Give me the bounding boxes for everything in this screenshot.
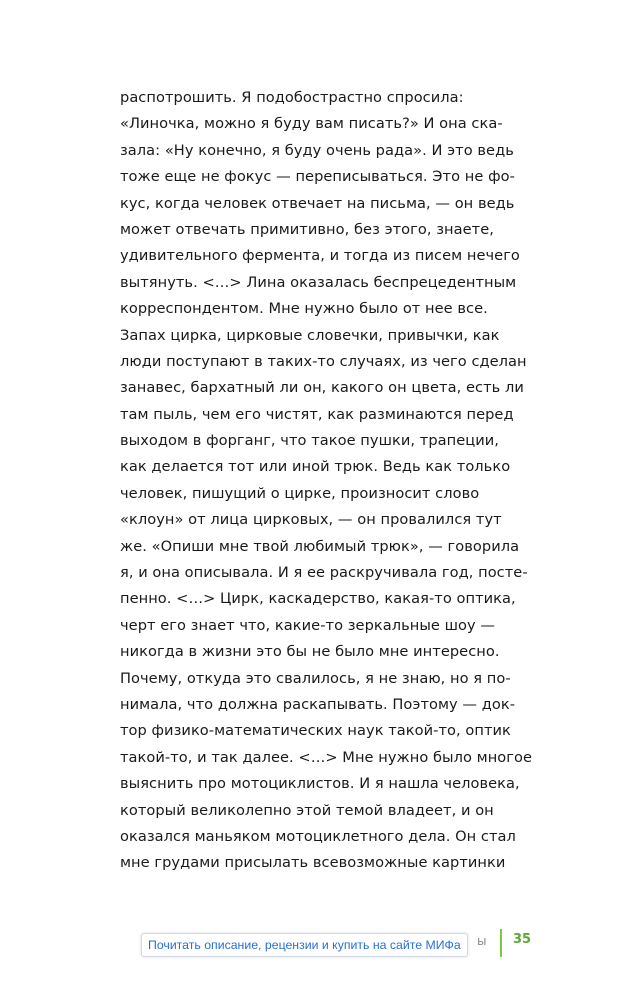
text-line: Почему, откуда это свалилось, я не знаю, но я по- (120, 669, 511, 687)
text-line: выяснить про мотоциклистов. И я нашла человека, (120, 775, 520, 793)
text-line: люди поступают в таких-то случаях, из чего сделан (120, 352, 527, 370)
text-line: тоже еще не фокус — переписываться. Это не фо- (120, 168, 515, 186)
text-line: вытянуть. <…> Лина оказалась беспрецедентным (120, 273, 517, 291)
text-line: там пыль, чем его чистят, как разминаются перед (120, 405, 514, 423)
text-line: как делается тот или иной трюк. Ведь как только (120, 458, 511, 476)
text-line: выходом в форганг, что такое пушки, трапеции, (120, 432, 499, 450)
footer-text-fragment: ы (477, 934, 487, 948)
page-footer (0, 925, 625, 965)
page-number-divider (500, 929, 502, 957)
text-line: удивительного фермента, и тогда из писем нечего (120, 247, 520, 265)
text-line: такой-то, и так далее. <…> Мне нужно было многое (120, 748, 533, 766)
text-line: занавес, бархатный ли он, какого он цвета, есть ли (120, 379, 524, 397)
text-line: пенно. <…> Цирк, каскадерство, какая-то оптика, (120, 590, 516, 608)
text-line: Запах цирка, цирковые словечки, привычки, как (120, 326, 500, 344)
book-page-body (120, 85, 540, 877)
text-line: мне грудами присылать всевозможные картинки (120, 854, 506, 872)
text-line: нимала, что должна раскапывать. Поэтому — док- (120, 695, 516, 713)
text-line: зала: «Ну конечно, я буду очень рада». И это ведь (120, 141, 514, 159)
text-line: может отвечать примитивно, без этого, знаете, (120, 220, 494, 238)
text-line: который великолепно этой темой владеет, и он (120, 801, 494, 819)
text-line: «Линочка, можно я буду вам писать?» И она ска- (120, 115, 503, 133)
text-line: я, и она описывала. И я ее раскручивала год, посте- (120, 564, 528, 582)
text-line: «клоун» от лица цирковых, — он провалился тут (120, 511, 502, 529)
text-line: тор физико-математических наук такой-то, оптик (120, 722, 511, 740)
text-line: же. «Опиши мне твой любимый трюк», — говорила (120, 537, 520, 555)
text-line: корреспондентом. Мне нужно было от нее все. (120, 300, 488, 318)
read-description-link[interactable]: Почитать описание, рецензии и купить на сайте МИФа (141, 933, 468, 957)
text-line: кус, когда человек отвечает на письма, — он ведь (120, 194, 515, 212)
page-number: 35 (513, 932, 532, 947)
text-line: никогда в жизни это бы не было мне интересно. (120, 643, 500, 661)
text-line: человек, пишущий о цирке, произносит слово (120, 484, 480, 502)
text-line: черт его знает что, какие-то зеркальные шоу — (120, 616, 496, 634)
text-line: распотрошить. Я подобострастно спросила: (120, 89, 464, 106)
text-line: оказался маньяком мотоциклетного дела. Он стал (120, 827, 516, 845)
